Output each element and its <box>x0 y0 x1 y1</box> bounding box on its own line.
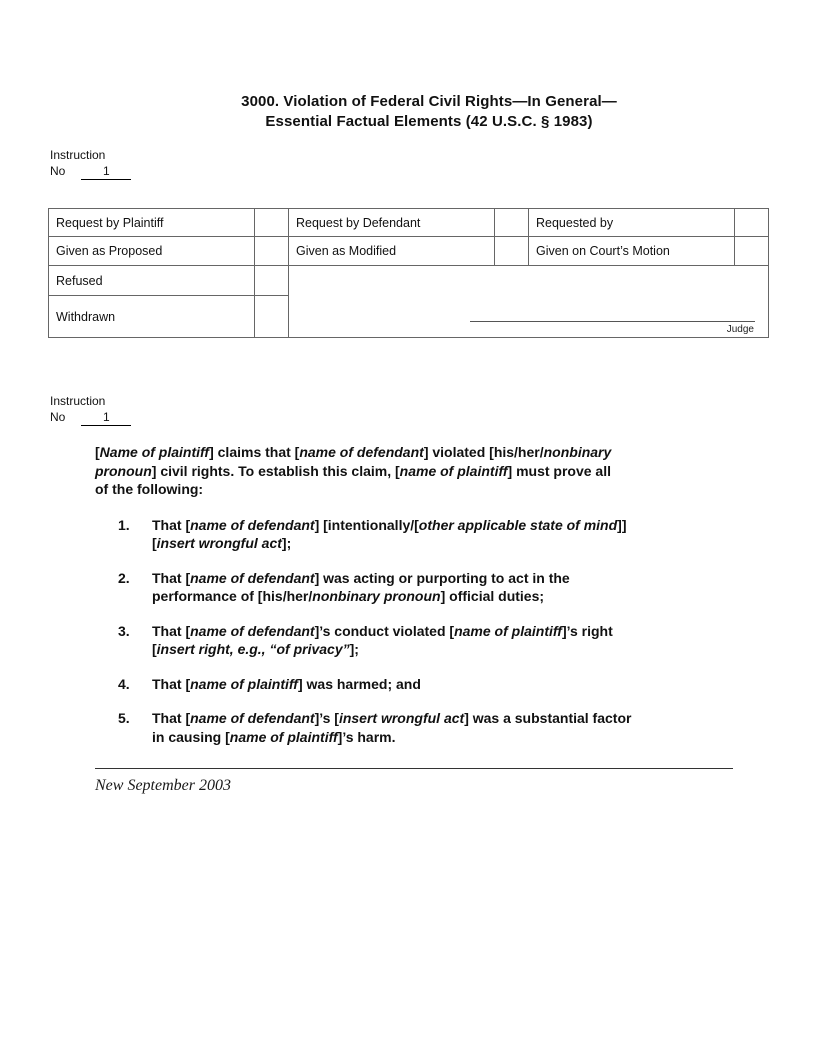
revision-note: New September 2003 <box>95 777 231 794</box>
item-number: 3. <box>118 622 130 639</box>
checkbox-given-as-proposed[interactable] <box>255 237 289 266</box>
list-item-5 <box>95 709 735 746</box>
page-title-line1: 3000. Violation of Federal Civil Rights—In General— <box>241 93 617 110</box>
instruction-number-block-1 <box>50 148 131 180</box>
instruction-number-block-2 <box>50 394 131 426</box>
item-number: 1. <box>118 516 130 533</box>
list-item-1 <box>95 516 735 553</box>
list-item-2 <box>95 569 735 606</box>
checkbox-given-on-courts-motion[interactable] <box>735 237 769 266</box>
form-cell-request-by-defendant: Request by Defendant <box>289 209 495 237</box>
judge-signature-line[interactable] <box>470 321 755 322</box>
item-number: 5. <box>118 710 130 726</box>
form-cell-given-on-courts-motion: Given on Court’s Motion <box>529 237 735 266</box>
elements-list <box>95 516 735 747</box>
item-text: That [name of defendant] [intentionally/[other applicable state of mind]] [insert wrongful act]; <box>152 516 627 551</box>
checkbox-requested-by[interactable] <box>735 209 769 237</box>
list-item-4 <box>95 675 735 694</box>
form-cell-request-by-plaintiff: Request by Plaintiff <box>49 209 255 237</box>
jury-instruction-form-table <box>48 208 769 338</box>
judge-label: Judge <box>726 324 754 335</box>
list-item-3 <box>95 622 735 659</box>
instruction-no-label: No <box>50 164 66 178</box>
checkbox-refused[interactable] <box>255 266 289 296</box>
instruction-number-field[interactable]: 1 <box>81 164 131 180</box>
checkbox-request-by-plaintiff[interactable] <box>255 209 289 237</box>
form-cell-given-as-proposed: Given as Proposed <box>49 237 255 266</box>
instruction-label: Instruction <box>50 148 106 162</box>
form-cell-refused: Refused <box>49 266 255 296</box>
item-number: 4. <box>118 675 130 692</box>
instruction-number-field[interactable]: 1 <box>81 410 131 426</box>
page-title <box>47 92 811 132</box>
page-title-line2: Essential Factual Elements (42 U.S.C. § 1983) <box>265 113 593 130</box>
form-cell-requested-by: Requested by <box>529 209 735 237</box>
checkbox-withdrawn[interactable] <box>255 296 289 338</box>
item-text: That [name of defendant]’s [insert wrongful act] was a substantial factor in causing [name of plaintiff]’s harm. <box>152 710 632 745</box>
item-text: That [name of plaintiff] was harmed; and <box>152 675 421 692</box>
item-text: That [name of defendant] was acting or purporting to act in the performance of [his/her/nonbinary pronoun] official duties; <box>152 569 570 604</box>
instruction-label: Instruction <box>50 394 106 408</box>
item-number: 2. <box>118 569 130 586</box>
judge-signature-cell <box>289 266 769 338</box>
instruction-body <box>95 443 735 762</box>
intro-paragraph: [Name of plaintiff] claims that [name of defendant] violated [his/her/nonbinary pronoun] civil rights. To establish this claim, [name of plaintiff] must prove all of the following: <box>95 444 612 497</box>
instruction-no-label: No <box>50 410 66 424</box>
form-cell-withdrawn: Withdrawn <box>49 296 255 338</box>
item-text: That [name of defendant]’s conduct violated [name of plaintiff]’s right [insert right, e.g., “of privacy”]; <box>152 622 613 657</box>
checkbox-given-as-modified[interactable] <box>495 237 529 266</box>
footer-divider <box>95 768 733 769</box>
form-cell-given-as-modified: Given as Modified <box>289 237 495 266</box>
checkbox-request-by-defendant[interactable] <box>495 209 529 237</box>
